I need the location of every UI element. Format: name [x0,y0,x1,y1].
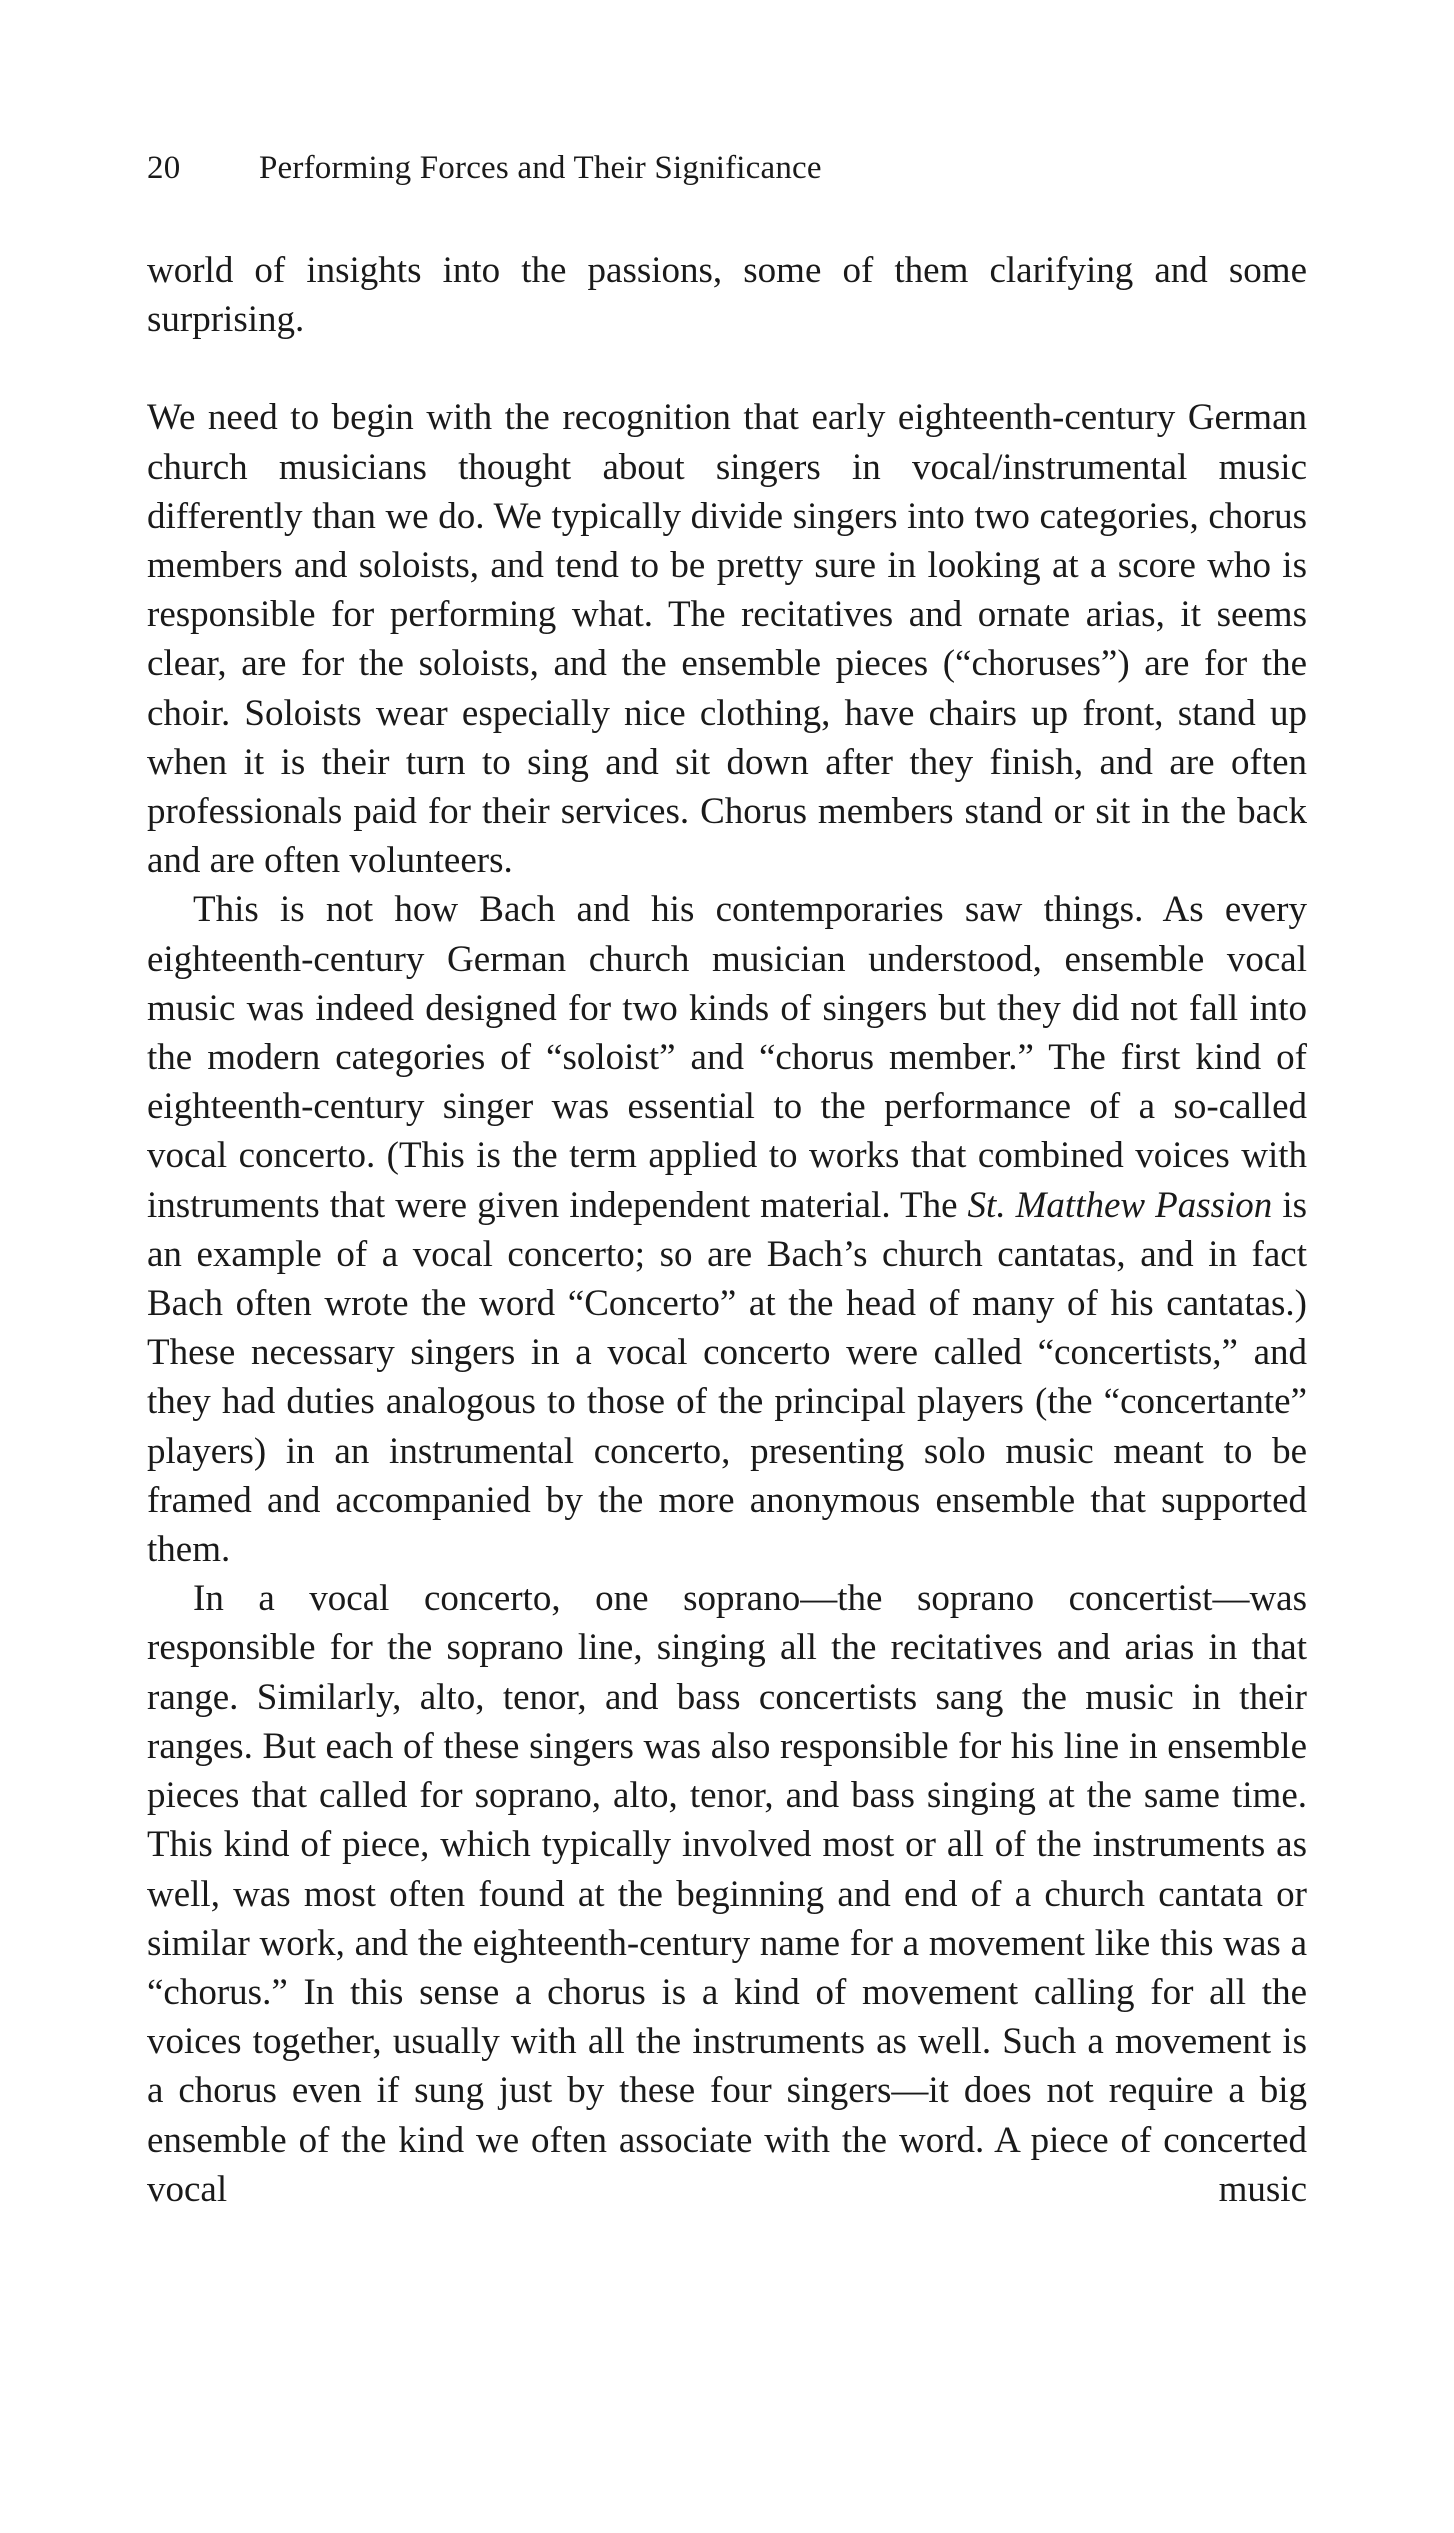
paragraph-section-opening: We need to begin with the recognition that early eighteenth-century German church musicians thought about singers in vocal/instrumental music differently than we do. We typically divide singers into two categories, chorus members and soloists, and tend to be pretty sure in looking at a score who is responsible for performing what. The recitatives and ornate arias, it seems clear, are for the soloists, and the ensemble pieces (“choruses”) are for the choir. Soloists wear especially nice clothing, have chairs up front, stand up when it is their turn to sing and sit down after they finish, and are often professionals paid for their services. Chorus members stand or sit in the back and are often volunteers. [147,397,1307,882]
paragraph-vocal-concerto: In a vocal concerto, one soprano—the soprano concertist—was responsible for the soprano line, singing all the recitatives and arias in that range. Similarly, alto, tenor, and bass concertists sang the music in their ranges. But each of these singers was also responsible for his line in ensemble pieces that called for soprano, alto, tenor, and bass singing at the same time. This kind of piece, which typically involved most or all of the instruments as well, was most often found at the beginning and end of a church cantata or similar work, and the eighteenth-century name for a movement like this was a “chorus.” In this sense a chorus is a kind of movement calling for all the voices together, usually with all the instruments as well. Such a movement is a chorus even if sung just by these four singers—it does not require a big ensemble of the kind we often associate with the word. A piece of concerted vocal music [147,1578,1307,2210]
work-title-italic: St. Matthew Passion [967,1184,1273,1226]
running-head [147,148,822,188]
paragraph-text-before-title: This is not how Bach and his contemporaries saw things. As every eighteenth-century German church musician understood, ensemble vocal music was indeed designed for two kinds of singers but they did not fall into the modern categories of “soloist” and “chorus member.” The first kind of eighteenth-century singer was essential to the performance of a so-called vocal concerto. (This is the term applied to works that combined voices with instruments that were given independent material. The [147,889,1307,1226]
paragraph-concertists [147,885,1307,1574]
page-number: 20 [147,150,181,186]
paragraph-continuation: world of insights into the passions, some of them clarifying and some surprising. [147,250,1307,341]
body-text [147,246,1307,2214]
running-head-title: Performing Forces and Their Significance [259,150,822,186]
paragraph-text-after-title: is an example of a vocal concerto; so are Bach’s church cantatas, and in fact Bach often wrote the word “Concerto” at the head of many of his cantatas.) These necessary singers in a vocal concerto were called “concertists,” and they had duties analogous to those of the principal players (the “concertante” players) in an instrumental concerto, presenting solo music meant to be framed and accompanied by the more anonymous ensemble that supported them. [147,1184,1307,1571]
